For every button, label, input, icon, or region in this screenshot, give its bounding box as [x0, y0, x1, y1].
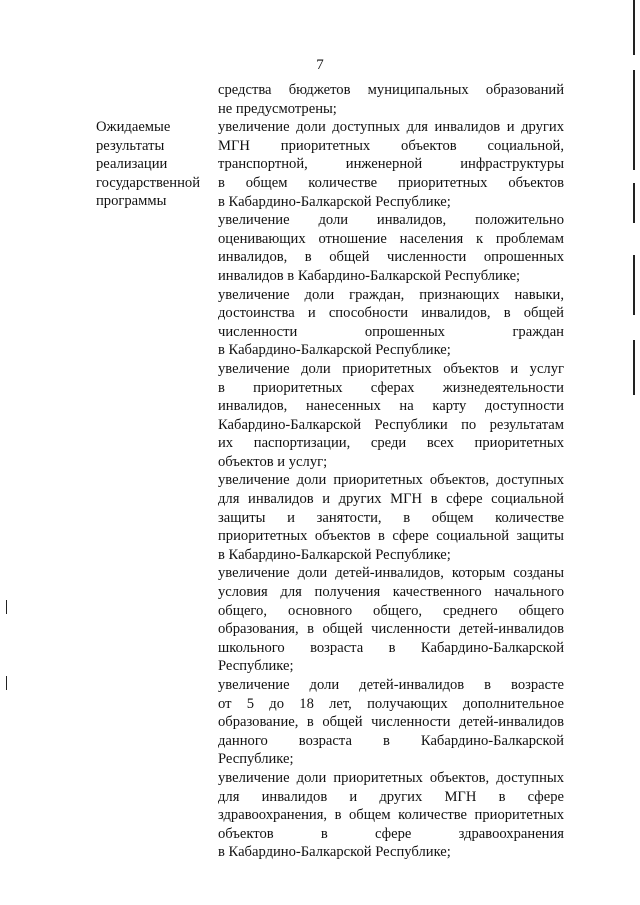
expected-result-item — [218, 471, 564, 564]
text-line: транспортной, инженерной инфраструктуры — [218, 156, 564, 173]
expected-result-item — [218, 360, 564, 472]
text-line: образования, в общей численности детей-инвалидов — [218, 621, 564, 638]
text-line: МГН приоритетных объектов социальной, — [218, 137, 564, 154]
scan-edge-mark — [6, 676, 7, 690]
text-line: защиты и занятости, в общем количестве — [218, 509, 564, 526]
text-line: Республике; — [218, 751, 294, 768]
text-line: общего, основного общего, среднего общего — [218, 602, 564, 619]
text-line: Кабардино-Балкарской Республики по результатам — [218, 416, 564, 433]
expected-result-item — [218, 118, 564, 211]
text-line: условия для получения качественного начального — [218, 584, 564, 601]
text-line: увеличение доли детей-инвалидов в возрасте — [218, 677, 564, 693]
text-line: увеличение доли инвалидов, положительно — [218, 212, 564, 229]
expected-result-item — [218, 564, 564, 676]
scan-edge-mark — [633, 0, 635, 55]
section-label-line: государственной — [96, 174, 201, 191]
text-line: в Кабардино-Балкарской Республике; — [218, 844, 451, 861]
text-line: численности опрошенных граждан — [218, 323, 564, 340]
text-line: инвалидов в Кабардино-Балкарской Республике; — [218, 267, 521, 284]
section-label-line: реализации — [96, 156, 168, 173]
text-line: увеличение доли приоритетных объектов, доступных — [218, 472, 564, 489]
scan-edge-mark — [6, 600, 7, 614]
text-line: Республике; — [218, 658, 294, 675]
text-line: увеличение доли граждан, признающих навыки, — [218, 286, 564, 303]
text-line: объектов и услуг; — [218, 453, 328, 470]
text-line: в приоритетных сферах жизнедеятельности — [218, 379, 564, 396]
text-line: их паспортизации, среди всех приоритетных — [218, 435, 564, 452]
scan-edge-mark — [633, 255, 635, 315]
text-line: данного возраста в Кабардино-Балкарской — [218, 732, 564, 749]
text-line: увеличение доли детей-инвалидов, которым созданы — [218, 565, 564, 582]
expected-result-item — [218, 286, 564, 360]
text-line: школьного возраста в Кабардино-Балкарской — [218, 639, 564, 656]
text-line: средства бюджетов муниципальных образований — [218, 82, 564, 98]
section-label-line: Ожидаемые — [96, 119, 171, 135]
text-line: образование, в общей численности детей-инвалидов — [218, 714, 564, 731]
expected-result-item — [218, 211, 564, 285]
text-line: для инвалидов и других МГН в сфере социальной — [218, 491, 564, 508]
text-line: инвалидов, нанесенных на карту доступности — [218, 398, 564, 415]
text-line: достоинства и способности инвалидов, в общей — [218, 305, 564, 322]
text-line: увеличение доли доступных для инвалидов и других — [218, 119, 564, 136]
text-line: увеличение доли приоритетных объектов и услуг — [218, 360, 564, 377]
text-line: здравоохранения, в общем количестве приоритетных — [218, 807, 564, 824]
text-line: инвалидов, в общей численности опрошенных — [218, 249, 564, 266]
expected-result-item — [218, 769, 564, 862]
section-label — [96, 118, 206, 211]
section-label-line: программы — [96, 193, 167, 210]
section-content — [218, 81, 564, 862]
text-line: приоритетных объектов в сфере социальной защиты — [218, 528, 564, 545]
intro-paragraph — [218, 81, 564, 118]
scan-edge-mark — [633, 70, 635, 170]
text-line: объектов в сфере здравоохранения — [218, 825, 564, 842]
text-line: для инвалидов и других МГН в сфере — [218, 788, 564, 805]
text-line: в Кабардино-Балкарской Республике; — [218, 342, 451, 359]
text-line: не предусмотрены; — [218, 100, 337, 117]
text-line: оценивающих отношение населения к проблемам — [218, 230, 564, 247]
text-line: в общем количестве приоритетных объектов — [218, 174, 564, 191]
text-line: в Кабардино-Балкарской Республике; — [218, 193, 451, 210]
scan-edge-mark — [633, 183, 635, 223]
scan-edge-mark — [633, 340, 635, 395]
text-line: от 5 до 18 лет, получающих дополнительное — [218, 695, 564, 712]
expected-result-item — [218, 676, 564, 769]
text-line: в Кабардино-Балкарской Республике; — [218, 546, 451, 563]
page-number: 7 — [316, 57, 324, 73]
text-line: увеличение доли приоритетных объектов, доступных — [218, 769, 564, 786]
section-label-line: результаты — [96, 137, 165, 154]
